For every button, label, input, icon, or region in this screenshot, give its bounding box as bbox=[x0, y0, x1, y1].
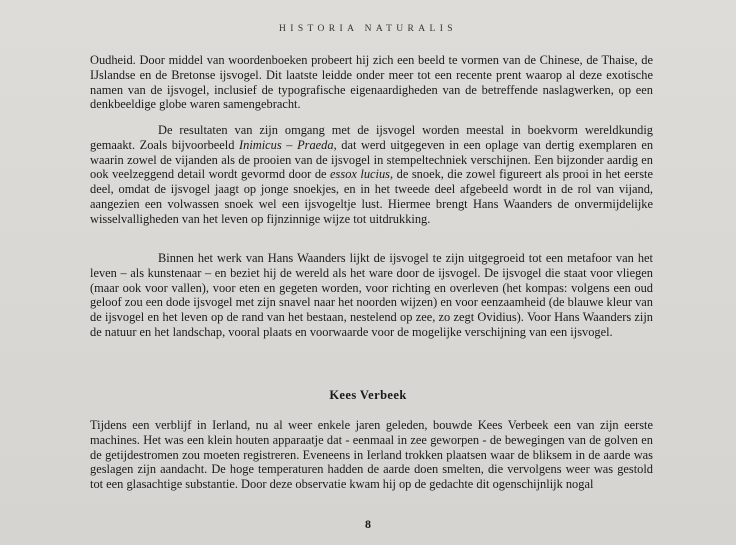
paragraph-2-part-a: De resultaten van zijn omgang met de ijsvogel worden meestal in boekvorm wereldkundig gemaakt. Zoals bijvoorbeeld bbox=[90, 123, 653, 152]
page-number: 8 bbox=[365, 517, 371, 531]
running-head: HISTORIA NATURALIS bbox=[279, 24, 457, 34]
paragraph-1-text: Oudheid. Door middel van woordenboeken probeert hij zich een beeld te vormen van de Chinese, de Thaise, de IJslandse en de Bretonse ijsvogel. Dit laatste leidde onder meer tot een recente prent waarop al deze exotische namen van de ijsvogel, inclusief de typografische eigenaardigheden van de betreffende naslagwerken, op een denkbeeldige globe waren samengebracht. bbox=[90, 53, 653, 112]
book-title-inimicus-praeda: Inimicus – Praeda bbox=[239, 137, 334, 152]
section-heading: Kees Verbeek bbox=[329, 388, 407, 402]
paragraph-2 bbox=[90, 123, 653, 227]
paragraph-2-part-b: , dat werd uitgegeven in een oplage van dertig exemplaren en waarin zowel de vijanden als de prooien van de ijsvogel in stempeltechniek verschijnen. Een bijzonder aardig en ook veelzeggend detail wordt gevormd door de bbox=[90, 137, 654, 182]
paragraph-2-part-c: , de snoek, die zowel figureert als prooi in het eerste deel, omdat de ijsvogel jaagt op jonge snoekjes, en in het tweede deel afgebeeld wordt in de rol van vijand, aangezien een volwassen snoek wel een ijsvogeltje lust. Hiermee brengt Hans Waanders de onvermijdelijke wisselvalligheden van het leven op fijnzinnige wijze tot uitdrukking. bbox=[90, 167, 653, 226]
paragraph-1 bbox=[90, 53, 653, 112]
paragraph-3-text: Binnen het werk van Hans Waanders lijkt de ijsvogel te zijn uitgegroeid tot een metafoor van het leven – als kunstenaar – en beziet hij de wereld als het ware door de ijsvogel. De ijsvogel die staat voor vliegen (maar ook voor vallen), voor eten en gegeten worden, voor richting en overleven (het kompas: volgens een oud geloof zou een dode ijsvogel met zijn snavel naar het noorden wijzen) en voor eenzaamheid (de blauwe kleur van de ijsvogel en het leven op de rand van het bestaan, nestelend op zee, zo zegt Ovidius). Voor Hans Waanders zijn de natuur en het landschap, vooral plaats en voorwaarde voor de mogelijke verschijning van een ijsvogel. bbox=[90, 251, 653, 339]
paragraph-4-text: Tijdens een verblijf in Ierland, nu al weer enkele jaren geleden, bouwde Kees Verbeek een van zijn eerste machines. Het was een klein houten apparaatje dat - eenmaal in zee geworpen - de bewegingen van de golven en de getijdestromen zou moeten registreren. Eveneens in Ierland trokken plaatsen waar de bliksem in de aarde was geslagen zijn aandacht. De hoge temperaturen hadden de aarde doen smelten, die vervolgens weer was gestold tot een glasachtige substantie. Door deze observatie kwam hij op de gedachte dit ogenschijnlijk nogal bbox=[90, 418, 653, 492]
paragraph-4 bbox=[90, 418, 653, 492]
paragraph-3 bbox=[90, 251, 653, 340]
paragraph-2-text bbox=[90, 123, 653, 227]
species-name-essox-lucius: essox lucius bbox=[330, 167, 391, 182]
